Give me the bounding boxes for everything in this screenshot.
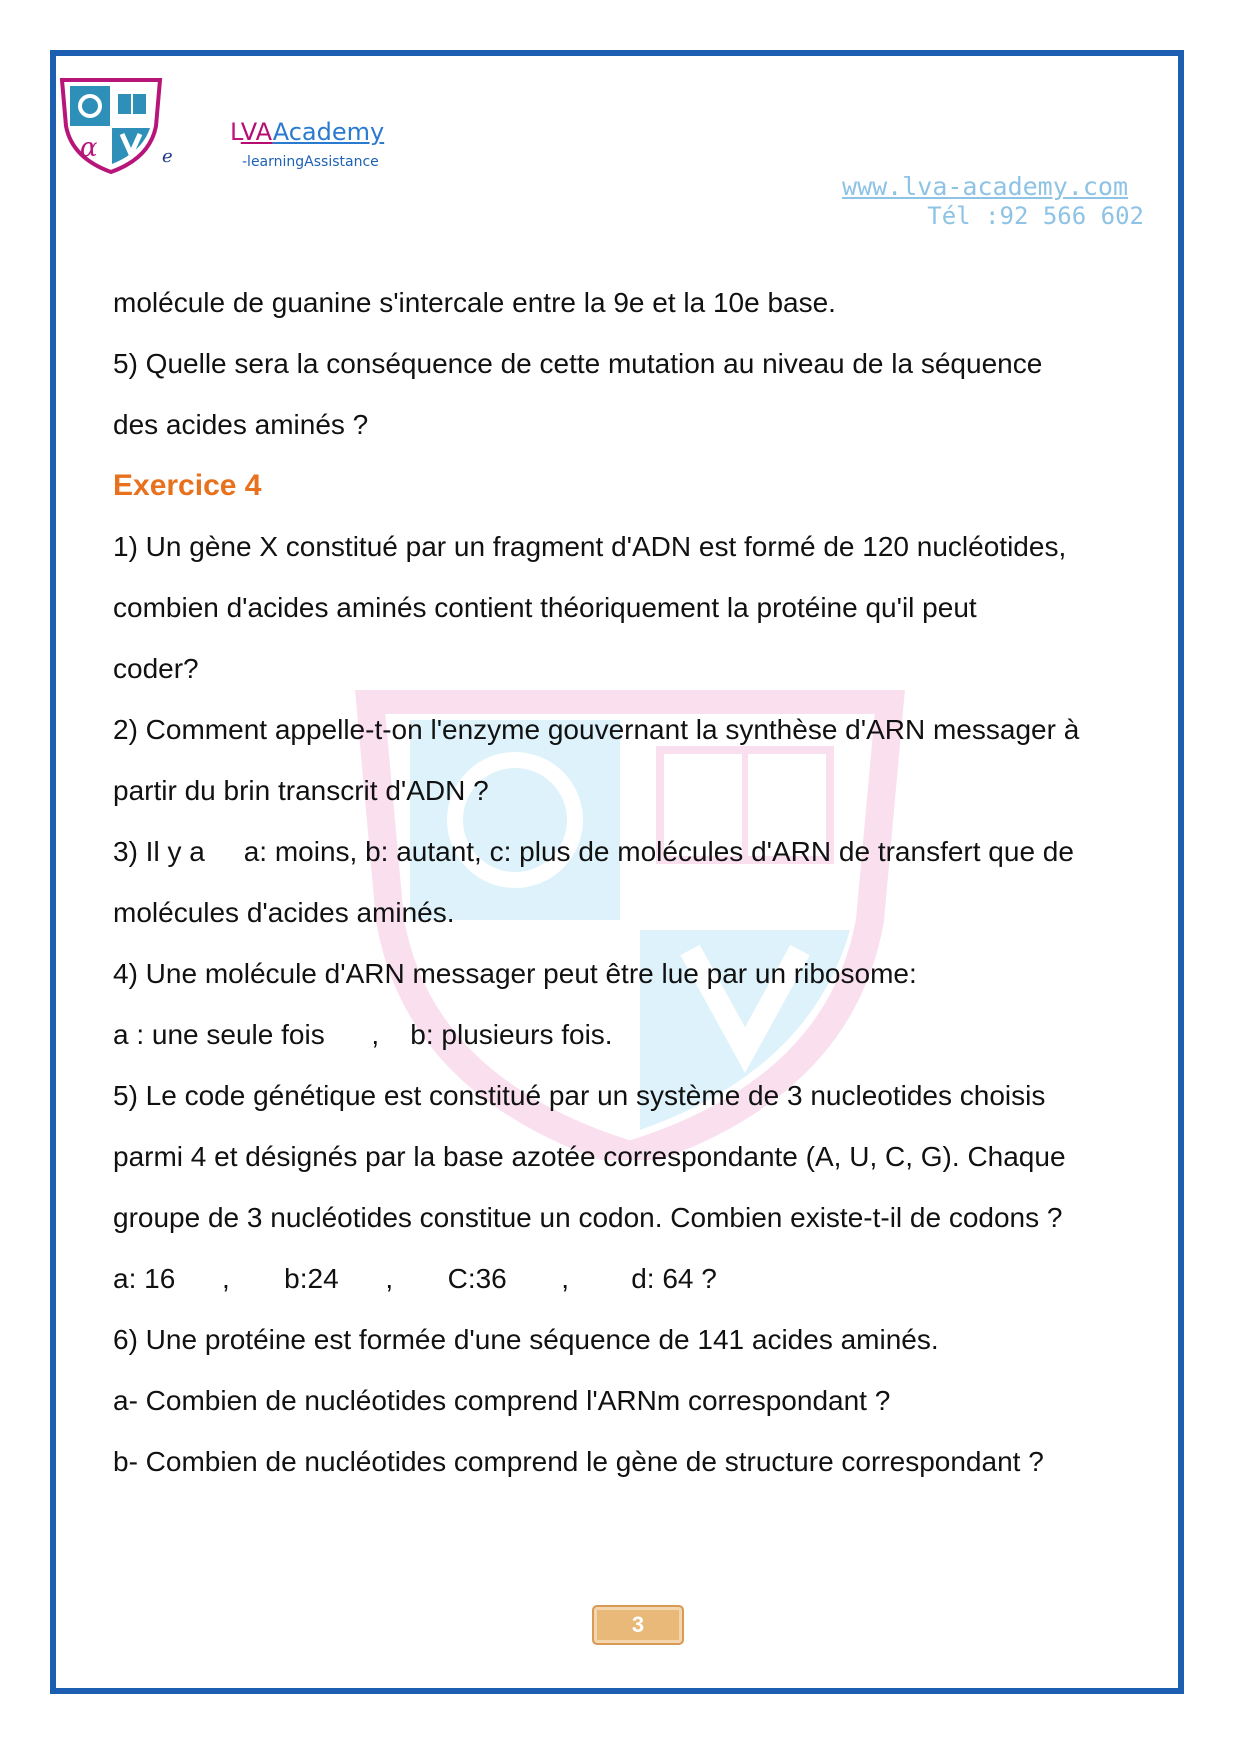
question-4: 4) Une molécule d'ARN messager peut être lue par un ribosome:: [113, 958, 917, 989]
question-3: 3) Il y a a: moins, b: autant, c: plus de molécules d'ARN de transfert que de: [113, 836, 1074, 867]
text-line: parmi 4 et désignés par la base azotée correspondante (A, U, C, G). Chaque: [113, 1141, 1066, 1172]
question-5: 5) Quelle sera la conséquence de cette mutation au niveau de la séquence: [113, 348, 1043, 379]
question-1: 1) Un gène X constitué par un fragment d'ADN est formé de 120 nucléotides,: [113, 531, 1067, 562]
text-line: des acides aminés ?: [113, 409, 369, 440]
document-body: [113, 272, 1163, 1492]
question-5b: 5) Le code génétique est constitué par un système de 3 nucleotides choisis: [113, 1080, 1046, 1111]
sub-question-a: a- Combien de nucléotides comprend l'ARNm correspondant ?: [113, 1385, 891, 1416]
question-6: 6) Une protéine est formée d'une séquence de 141 acides aminés.: [113, 1324, 939, 1355]
answer-options: a : une seule fois , b: plusieurs fois.: [113, 1019, 613, 1050]
text-line: combien d'acides aminés contient théoriquement la protéine qu'il peut: [113, 592, 977, 623]
phone-number: Tél :92 566 602: [927, 202, 1144, 230]
brand-academy: Academy: [272, 118, 385, 146]
text-line: coder?: [113, 653, 199, 684]
lva-shield-logo: [56, 76, 166, 176]
text-line: molécule de guanine s'intercale entre la 9e et la 10e base.: [113, 287, 836, 318]
answer-options: a: 16 , b:24 , C:36 , d: 64 ?: [113, 1263, 717, 1294]
brand-l: L: [230, 118, 241, 146]
svg-text:α: α: [80, 133, 98, 163]
sub-question-b: b- Combien de nucléotides comprend le gène de structure correspondant ?: [113, 1446, 1044, 1477]
brand-name: [230, 118, 384, 146]
logo-letter: e: [162, 146, 173, 167]
website-link[interactable]: www.lva-academy.com: [842, 172, 1128, 201]
page-number-badge: 3: [592, 1605, 684, 1645]
exercise-heading: Exercice 4: [113, 469, 262, 502]
question-2: 2) Comment appelle-t-on l'enzyme gouvernant la synthèse d'ARN messager à: [113, 714, 1080, 745]
brand-tagline: -learningAssistance: [242, 154, 379, 170]
text-line: molécules d'acides aminés.: [113, 897, 455, 928]
text-line: groupe de 3 nucléotides constitue un codon. Combien existe-t-il de codons ?: [113, 1202, 1063, 1233]
brand-va: VA: [240, 118, 273, 146]
text-line: partir du brin transcrit d'ADN ?: [113, 775, 489, 806]
